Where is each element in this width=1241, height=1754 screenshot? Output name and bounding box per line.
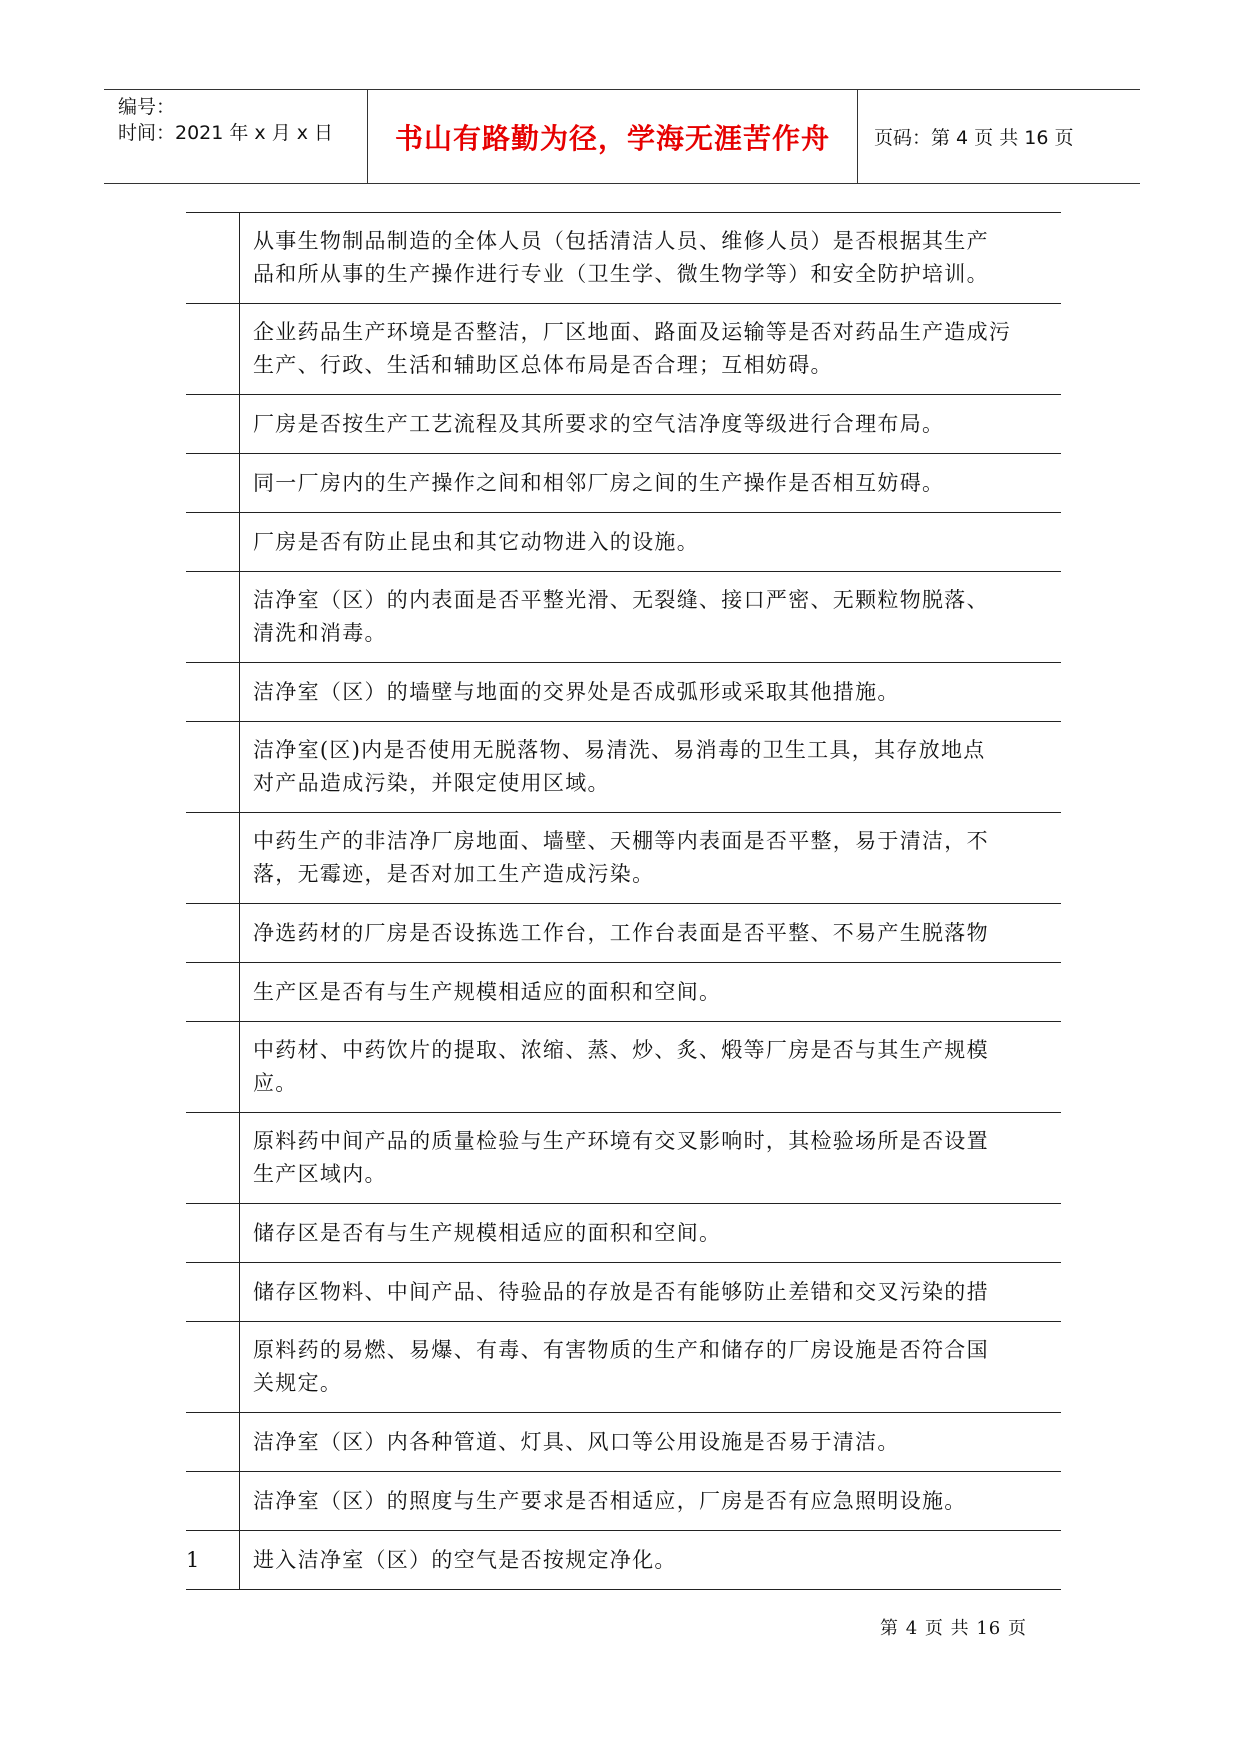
row-text-line: 洁净室(区)内是否使用无脱落物、易清洗、易消毒的卫生工具，其存放地点 [253,738,986,762]
row-text-line: 原料药中间产品的质量检验与生产环境有交叉影响时，其检验场所是否设置 [253,1129,989,1153]
row-text-line: 清洗和消毒。 [253,621,387,645]
row-number [186,454,240,513]
row-text [240,572,1062,663]
page-footer: 第 4 页 共 16 页 [880,1618,1027,1639]
table-row [186,454,1061,513]
table-row [186,304,1061,395]
row-text-line: 应。 [253,1071,298,1095]
row-text [240,1204,1062,1263]
row-text-line: 厂房是否按生产工艺流程及其所要求的空气洁净度等级进行合理布局。 [253,411,945,436]
row-number [186,904,240,963]
row-text [240,1022,1062,1113]
row-text-line: 洁净室（区）的内表面是否平整光滑、无裂缝、接口严密、无颗粒物脱落、 [253,588,989,612]
table-row [186,1413,1061,1472]
row-text-line: 净选药材的厂房是否设拣选工作台，工作台表面是否平整、不易产生脱落物 [253,920,989,945]
row-text [240,304,1062,395]
table-row [186,1472,1061,1531]
row-text [240,813,1062,904]
table-row [186,722,1061,813]
row-text-line: 生产区域内。 [253,1162,387,1186]
row-text [240,1113,1062,1204]
row-number [186,1322,240,1413]
row-text [240,904,1062,963]
row-number [186,213,240,304]
row-text-line: 同一厂房内的生产操作之间和相邻厂房之间的生产操作是否相互妨碍。 [253,470,945,495]
document-number-label: 编号： [118,96,176,118]
row-number [186,1413,240,1472]
row-number [186,1472,240,1531]
table-row [186,395,1061,454]
row-text [240,1322,1062,1413]
row-text-line: 洁净室（区）的照度与生产要求是否相适应，厂房是否有应急照明设施。 [253,1488,967,1513]
row-text-line: 企业药品生产环境是否整洁，厂区地面、路面及运输等是否对药品生产造成污 [253,320,1012,344]
row-text [240,1413,1062,1472]
row-text-line: 中药材、中药饮片的提取、浓缩、蒸、炒、炙、煅等厂房是否与其生产规模 [253,1038,989,1062]
row-number [186,513,240,572]
row-text-line: 原料药的易燃、易爆、有毒、有害物质的生产和储存的厂房设施是否符合国 [253,1338,989,1362]
row-text-line: 落，无霉迹，是否对加工生产造成污染。 [253,862,655,886]
table-row [186,963,1061,1022]
row-number [186,1263,240,1322]
row-text-line: 进入洁净室（区）的空气是否按规定净化。 [253,1547,677,1572]
row-number: 1 [186,1531,240,1590]
table-row [186,1263,1061,1322]
row-number [186,1022,240,1113]
table-row [186,1531,1061,1590]
row-number [186,813,240,904]
row-text [240,395,1062,454]
row-text-line: 中药生产的非洁净厂房地面、墙壁、天棚等内表面是否平整，易于清洁，不 [253,829,989,853]
row-text-line: 储存区是否有与生产规模相适应的面积和空间。 [253,1220,722,1245]
row-text [240,213,1062,304]
table-row [186,904,1061,963]
document-time-label: 时间：2021 年 x 月 x 日 [118,122,334,144]
row-text-line: 关规定。 [253,1371,343,1395]
row-text-line: 洁净室（区）内各种管道、灯具、风口等公用设施是否易于清洁。 [253,1429,900,1454]
row-number [186,395,240,454]
row-text [240,663,1062,722]
table-row [186,1204,1061,1263]
page-header [104,89,1140,184]
checklist-table [186,212,1061,1590]
table-row [186,1022,1061,1113]
table-row [186,1113,1061,1204]
row-text-line: 品和所从事的生产操作进行专业（卫生学、微生物学等）和安全防护培训。 [253,262,989,286]
row-text [240,513,1062,572]
row-text [240,454,1062,513]
row-text-line: 厂房是否有防止昆虫和其它动物进入的设施。 [253,529,699,554]
table-row [186,813,1061,904]
table-row [186,663,1061,722]
row-text [240,1531,1062,1590]
header-page-label: 页码：第 4 页 共 16 页 [874,127,1074,149]
table-row [186,513,1061,572]
table-row [186,572,1061,663]
row-number [186,663,240,722]
row-text-line: 对产品造成污染，并限定使用区域。 [253,771,610,795]
row-text [240,722,1062,813]
table-row [186,213,1061,304]
header-info [118,94,358,146]
row-number [186,572,240,663]
row-text [240,963,1062,1022]
row-text-line: 洁净室（区）的墙壁与地面的交界处是否成弧形或采取其他措施。 [253,679,900,704]
row-text-line: 储存区物料、中间产品、待验品的存放是否有能够防止差错和交叉污染的措 [253,1279,989,1304]
row-number [186,963,240,1022]
header-divider [857,90,858,183]
row-number [186,1204,240,1263]
row-number [186,1113,240,1204]
header-motto: 书山有路勤为径，学海无涯苦作舟 [394,121,830,155]
row-text [240,1263,1062,1322]
table-row [186,1322,1061,1413]
row-text-line: 生产区是否有与生产规模相适应的面积和空间。 [253,979,722,1004]
row-number [186,304,240,395]
row-text-line: 从事生物制品制造的全体人员（包括清洁人员、维修人员）是否根据其生产 [253,229,989,253]
row-text-line: 生产、行政、生活和辅助区总体布局是否合理；互相妨碍。 [253,353,833,377]
row-number [186,722,240,813]
checklist-table-wrapper [186,212,1061,1598]
row-text [240,1472,1062,1531]
checklist-body [186,213,1061,1590]
